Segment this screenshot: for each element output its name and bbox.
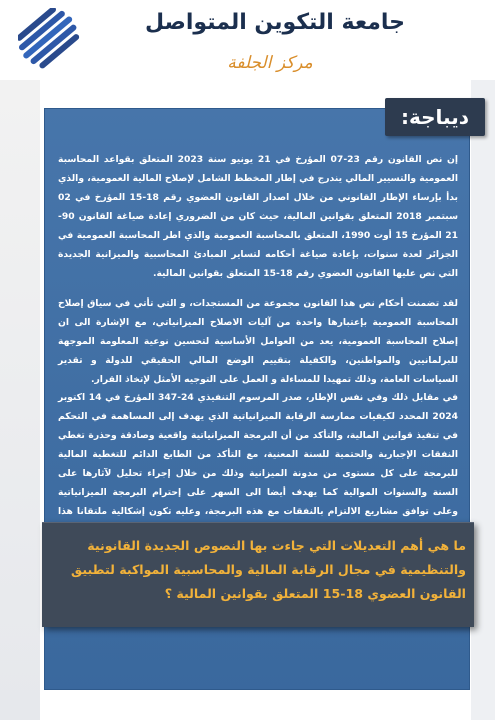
- background-decoration-left: [0, 80, 40, 720]
- section-heading: ديباجة:: [385, 98, 485, 136]
- background-decoration-right: [471, 80, 495, 720]
- paragraph-3: في مقابل ذلك وفي نفس الإطار، صدر المرسوم التنفيذي 24-347 المؤرخ في 14 اكتوبر 2024 المحدد لكيفيات ممارسة الرقابة الميزانياتية الذي يهدف إلى المساهمة في التحكم في تنفيذ قوانين المالية، والتأكد من أن البرمجة الميزانياتية واقعية وصادقة وحذرة تغطي النفقات الإجبارية والحتمية للسنة المعنية، مع التأكد من الطابع الدائم للتغطية المالية للبرمجة على كل مستوى من مدونة الميزانية وذلك من خلال إجراء تحليل لآثارها على السنة والسنوات الموالية كما يهدف أيضا الى السهر على إحترام البرمجة الميزانياتية وعلى توافق مشاريع الالتزام بالنفقات مع هذه البرمجة، وعليه تكون إشكالية ملتقانا هذا: [58, 392, 458, 517]
- paragraph-1: إن نص القانون رقم 23-07 المؤرخ في 21 يونيو سنة 2023 المتعلق بقواعد المحاسبة العمومية والتسيير المالي يندرج في إطار المخطط الشامل لإصلاح المالية العمومية، والذي بدأ بإرساء الإطار القانوني من خلال اصدار القانون العضوي رقم 18-15 المؤرخ في 02 سبتمبر 2018 المتعلق بقوانين المالية، حيث كان من الضروري إعادة صياغة القانون 90-21 المؤرخ 15 أوت 1990، المتعلق بالمحاسبة العمومية والذي اطر المحاسبة العمومية في الجزائر لعدة سنوات، بإعادة صياغة أحكامه لتساير المبادئ المحاسبية والميزانية الجديدة التي نص عليها القانون العضوي رقم 18-15 المتعلق بقوانين المالية.: [58, 154, 459, 279]
- paragraph-2: لقد تضمنت أحكام نص هذا القانون مجموعة من المستجدات، و التي تأتي في سياق إصلاح المحاسبة العمومية بإعتبارها واحدة من آليات الاصلاح الميزانياتي، مع الإشارة الى ان إصلاح المحاسبة العمومية، يعد من العوامل الأساسية لتحسين نوعية المعلومة الموجهة للبرلمانيين والمواطنين، والكفيلة بتقييم الوضع المالي الحقيقي للدولة و تقدير السياسات العامة، وذلك تمهيدا للمساءلة و العمل على التوجيه الأمثل لإتخاذ القرار.: [58, 298, 458, 385]
- university-title: جامعة التكوين المتواصل: [144, 10, 405, 35]
- university-logo-icon: [18, 8, 80, 70]
- center-name: مركز الجلفة: [227, 53, 313, 73]
- research-question: ما هي أهم التعديلات التي جاءت بها النصوص الجديدة القانونية والتنظيمية في مجال الرقابة المالية والمحاسبية المواكبة لتطبيق القانون العضوي 18-15 المتعلق بقوانين المالية ؟: [71, 538, 466, 601]
